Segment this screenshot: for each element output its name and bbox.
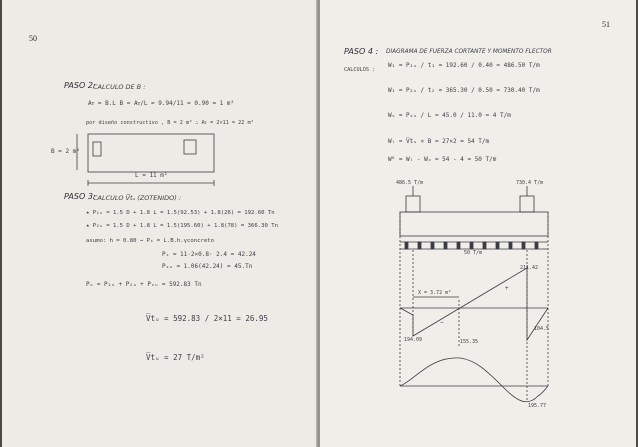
step4-equation-1: W₁ = P₁ᵤ / t₁ = 192.60 / 0.40 = 486.50 T/m [388, 62, 540, 69]
moment-max-label: 195.77 [528, 403, 547, 409]
shear-value-left: 194.09 [404, 337, 423, 343]
step3-equation-6: Pᵤ = P₁ᵤ + P₂ᵤ + Pₓᵤ = 592.83 Tn [86, 281, 202, 288]
left-column-load: 486.5 T/m [396, 180, 424, 186]
footing-width-label: B = 2 m² [51, 148, 80, 155]
calculations-label: CALCULOS : [344, 67, 376, 73]
step4-equation-3: Wₓ = Pₓᵤ / L = 45.0 / 11.0 = 4 T/m [388, 112, 511, 119]
step4-equation-2: W₁ = P₂ᵤ / t₂ = 365.30 / 0.50 = 730.40 T/m [388, 87, 540, 94]
shear-moment-diagram [320, 0, 636, 447]
step3-label: PASO 3: [64, 192, 96, 201]
step4-equation-4: Wₗ = V̅tᵤ × B = 27×2 = 54 T/m [388, 138, 490, 145]
shear-max-label: 211.42 [520, 265, 539, 271]
right-column-load: 730.4 T/m [516, 180, 544, 186]
step3-equation-1: ★ P₁ᵤ = 1.5 D + 1.8 L = 1.5(92.53) + 1.8(26) = 192.60 Tn [86, 210, 275, 216]
right-page [320, 0, 636, 447]
step2-equation-1: Aᴛ = B.L B = Aᴛ/L = 9.94/11 = 0.90 = 1 m² [88, 100, 235, 107]
step3-equation-2: ★ P₂ᵤ = 1.5 D + 1.8 L = 1.5(195.60) + 1.8(78) = 366.30 Tn [86, 223, 278, 229]
step2-equation-2: por diseño constructivo , B = 2 m² ∴ Aᴛ = 2×11 = 22 m² [86, 120, 254, 126]
footing-length-label: L = 11 m² [135, 172, 168, 179]
step3-equation-5: Pₓᵤ = 1.06(42.24) = 45.Tn [162, 263, 253, 270]
step3-title: CALCULO V̅tᵤ (ZOTENIDO) : [93, 194, 182, 202]
negative-sign: − [440, 319, 444, 326]
step3-equation-3: asumo: h = 0.80 → Pₓ = L.B.h.γconcreto [86, 238, 214, 244]
positive-sign: + [505, 285, 509, 292]
page-number: 50 [29, 34, 37, 43]
step3-equation-7: V̅tᵤ = 592.83 / 2×11 = 26.95 [146, 314, 268, 323]
step2-label: PASO 2: [64, 81, 96, 90]
left-page [2, 0, 318, 447]
soil-pressure-bars [400, 242, 548, 249]
shear-value-mid: 155.35 [460, 339, 479, 345]
step3-result: V̅tᵤ = 27 T/m² [146, 353, 205, 362]
step4-title: DIAGRAMA DE FUERZA CORTANTE Y MOMENTO FLECTOR [386, 49, 552, 55]
step3-equation-4: Pₓ = 11·2×0.8· 2.4 = 42.24 [162, 251, 256, 258]
step4-label: PASO 4 : [344, 47, 379, 56]
x-distance-label: X = 3.72 m² [418, 290, 452, 296]
step4-equation-5: Wᴿ = Wₗ - Wₓ = 54 - 4 = 50 T/m [388, 156, 497, 163]
shear-value-right: 104.5 [534, 326, 550, 332]
uniform-load-label: 50 T/m [464, 250, 483, 256]
step2-title: CALCULO DE B : [93, 83, 146, 91]
page-number: 51 [602, 20, 610, 29]
